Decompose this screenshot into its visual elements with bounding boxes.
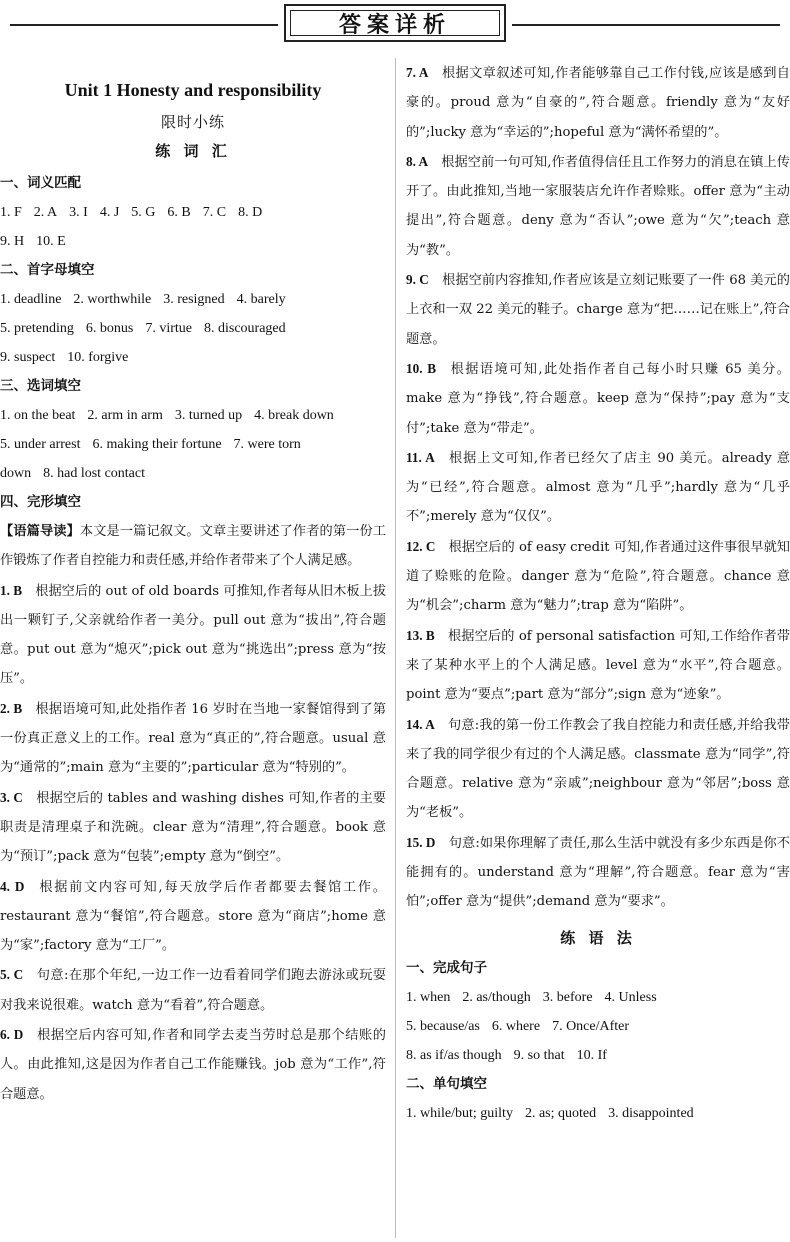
answer-item: 2. arm in arm [87,408,163,423]
explanation-item [406,265,790,354]
answer-number: 4. D [0,878,25,894]
grammar-heading: 练 语 法 [560,928,636,947]
answer-item: 3. before [542,989,593,1005]
answer-item: 6. bonus [85,321,134,336]
answer-row [0,430,386,459]
answer-item: 3. I [69,205,88,220]
answer-block [0,285,386,372]
answer-row [0,314,386,343]
answer-item: 5. G [131,205,156,220]
explanation-text: 根据语境可知,此处指作者 16 岁时在当地一家餐馆得到了第一份真正意义上的工作。real 意为“真正的”,符合题意。usual 意为“通常的”;main 意为“主要的”;particular 意为“特别的”。 [0,701,387,776]
answer-item: 6. where [491,1018,541,1034]
answer-item: 1. deadline [0,292,62,307]
answer-item: 7. were torn [233,437,301,452]
explanation-item [406,58,790,147]
explanation-text: 根据文章叙述可知,作者能够靠自己工作付钱,应该是感到自豪的。proud 意为“自豪的”,符合题意。friendly 意为“友好的”;lucky 意为“幸运的”;hopeful 意为“满怀希望的”。 [406,66,790,140]
explanation-text: 根据空前内容推知,作者应该是立刻记账要了一件 68 美元的上衣和一双 22 美元的鞋子。charge 意为“把……记在账上”,符合题意。 [406,273,790,347]
section-heading: 一、完成句子 [406,959,487,976]
answer-row [406,1012,790,1041]
answer-number: 7. A [406,65,429,80]
section-heading: 一、词义匹配 [0,175,81,191]
answer-item: 4. break down [254,408,334,423]
answer-item: 1. while/but; guilty [406,1105,513,1121]
cloze-explanations [406,58,790,917]
answer-item: 8. had lost contact [43,466,145,481]
answer-item: 7. C [202,205,227,220]
answer-row [406,983,790,1012]
answer-item: 5. under arrest [0,437,81,452]
answer-row [0,227,386,256]
explanation-text: 句意:如果你理解了责任,那么生活中就没有多少东西是你不能拥有的。understand 意为“理解”,符合题意。fear 意为“害怕”;offer 意为“提供”;demand 意为“要求”。 [406,835,790,910]
section-heading: 二、首字母填空 [0,262,95,278]
answer-item: 6. B [167,205,191,220]
right-column [406,58,790,1128]
answer-number: 15. D [406,834,436,850]
answer-item: 2. worthwhile [73,292,152,307]
explanation-item [0,960,386,1020]
answer-item: 9. H [0,234,25,249]
explanation-item [406,354,790,443]
answer-item: 9. so that [513,1047,565,1063]
answer-item: 4. Unless [604,989,657,1005]
answer-number: 14. A [406,716,435,732]
explanation-text: 根据空后的 of easy credit 可知,作者通过这件事很早就知道了赊账的危险。danger 意为“危险”,符合题意。chance 意为“机会”;charm 意为“魅力”;trap 意为“陷阱”。 [406,539,790,614]
answer-item: 5. because/as [406,1018,480,1034]
header-rule-left [10,24,278,26]
answer-item: 2. as/though [462,989,531,1005]
passage-guide [0,517,386,576]
answer-item: 10. If [576,1047,607,1063]
vocab-heading: 练 词 汇 [155,142,231,160]
explanation-item [406,443,790,532]
answer-number: 11. A [406,449,435,465]
answer-row [0,343,386,372]
answer-row [406,1041,790,1070]
section-heading: 二、单句填空 [406,1075,487,1092]
explanation-text: 根据空后内容可知,作者和同学去麦当劳时总是那个结账的人。由此推知,这是因为作者自己工作能赚钱。job 意为“工作”,符合题意。 [0,1028,386,1102]
explanation-text: 根据前文内容可知,每天放学后作者都要去餐馆工作。restaurant 意为“餐馆”,符合题意。store 意为“商店”;home 意为“家”;factory 意为“工厂”。 [0,879,386,954]
section-subtitle: 限时小练 [160,113,225,131]
explanation-item [0,1020,386,1109]
answer-row [0,285,386,314]
title-box [284,4,506,42]
answer-row [406,1099,790,1128]
answer-item: 4. barely [236,292,286,307]
explanation-item [406,710,790,828]
explanation-item [406,147,790,265]
guide-text: 本文是一篇记叙文。文章主要讲述了作者的第一份工作锻炼了作者自控能力和责任感,并给作者带来了个人满足感。 [0,524,387,569]
answer-number: 8. A [406,153,429,169]
explanation-item [406,828,790,917]
left-column [0,58,386,1109]
explanation-text: 句意:在那个年纪,一边工作一边看着同学们跑去游泳或玩耍对我来说很难。watch 意为“看着”,符合题意。 [0,968,386,1013]
explanation-text: 根据空后的 tables and washing dishes 可知,作者的主要职责是清理桌子和洗碗。clear 意为“清理”,符合题意。book 意为“预订”;pack 意为“包装”;empty 意为“倒空”。 [0,790,386,865]
section-heading: 四、完形填空 [0,494,81,510]
section-heading: 三、选词填空 [0,378,81,394]
answer-item: 4. J [99,205,120,220]
answer-item: down [0,466,32,481]
header-rule-right [512,24,780,26]
answer-number: 3. C [0,789,23,805]
answer-item: 3. disappointed [608,1105,694,1121]
answer-item: 10. forgive [67,350,129,365]
explanation-text: 根据空后的 out of old boards 可推知,作者每从旧木板上拔出一颗钉子,父亲就给作者一美分。pull out 意为“拔出”,符合题意。put out 意为“熄灭”;pick out 意为“挑选出”;press 意为“按压”。 [0,583,387,687]
answer-number: 9. C [406,272,429,288]
explanation-text: 根据空后的 of personal satisfaction 可知,工作给作者带来了某种水平上的个人满足感。level 意为“水平”,符合题意。point 意为“要点”;part 意为“部分”;sign 意为“迹象”。 [406,628,790,703]
answer-number: 12. C [406,538,436,554]
explanation-item [0,872,386,961]
answer-item: 1. F [0,205,22,220]
answer-row [0,198,386,227]
cloze-explanations [0,576,386,1109]
explanation-text: 根据上文可知,作者已经欠了店主 90 美元。already 意为“已经”,符合题意。almost 意为“几乎”;hardly 意为“几乎不”;merely 意为“仅仅”。 [406,450,790,525]
answer-number: 2. B [0,700,23,716]
explanation-item [406,621,790,710]
answer-item: 2. as; quoted [524,1105,597,1121]
explanation-text: 根据语境可知,此处指作者自己每小时只赚 65 美分。make 意为“挣钱”,符合题意。keep 意为“保持”;pay 意为“支付”;take 意为“带走”。 [406,361,790,436]
answer-item: 1. on the beat [0,408,76,423]
answer-row [0,459,386,488]
page-title: 答案详析 [338,12,451,38]
explanation-text: 句意:我的第一份工作教会了我自控能力和责任感,并给我带来了我的同学很少有过的个人满足感。classmate 意为“同学”,符合题意。relative 意为“亲戚”;neighbour 意为“邻居”;boss 意为“老板”。 [406,717,790,821]
answer-block [0,401,386,488]
answer-item: 8. D [238,205,263,220]
answer-block [406,983,790,1070]
explanation-item [0,783,386,872]
answer-number: 1. B [0,582,23,598]
answer-number: 6. D [0,1027,24,1043]
answer-item: 8. discouraged [203,321,286,336]
answer-item: 2. A [33,205,58,220]
answer-item: 8. as if/as though [406,1047,502,1063]
answer-item: 10. E [36,234,66,249]
answer-item: 3. turned up [174,408,243,423]
explanation-text: 根据空前一句可知,作者值得信任且工作努力的消息在镇上传开了。由此推知,当地一家服装店允许作者赊账。offer 意为“主动提出”,符合题意。deny 意为“否认”;owe 意为“欠”;teach 意为“教”。 [406,154,790,258]
answer-number: 13. B [406,627,435,643]
explanation-item [0,694,386,783]
answer-item: 5. pretending [0,321,74,336]
explanation-item [406,532,790,621]
page-header [0,0,790,52]
answer-item: 6. making their fortune [92,437,222,452]
answer-item: 7. virtue [145,321,192,336]
answer-item: 7. Once/After [552,1018,630,1034]
answer-number: 10. B [406,360,437,376]
guide-tag: 【语篇导读】 [0,524,80,539]
answer-row [0,401,386,430]
answer-item: 3. resigned [163,292,225,307]
answer-block [406,1099,790,1128]
answer-number: 5. C [0,967,24,983]
answer-item: 1. when [406,989,451,1005]
answer-item: 9. suspect [0,350,56,365]
answer-block [0,198,386,256]
explanation-item [0,576,386,694]
column-divider [395,58,396,1238]
unit-title: Unit 1 Honesty and responsibility [64,80,322,100]
